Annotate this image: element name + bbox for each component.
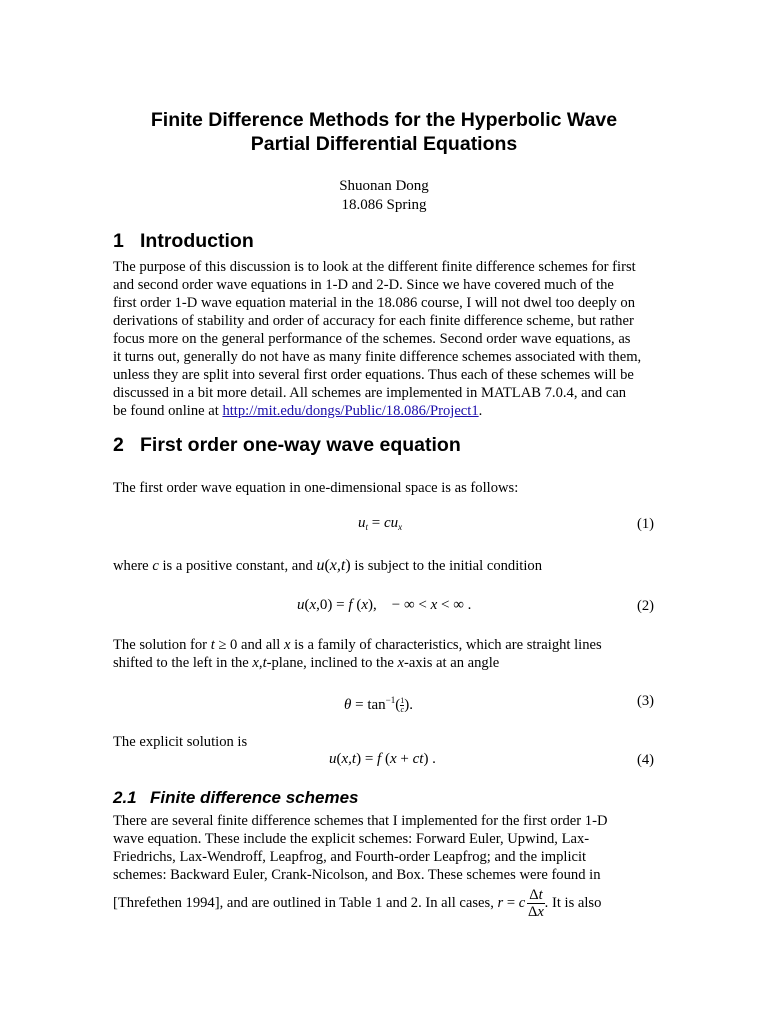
equation-1: $u_t = cu_x$ xyxy=(358,515,403,532)
solution-line2-t: t xyxy=(262,655,267,671)
solution-prefix: The solution for xyxy=(113,637,211,653)
section-2-heading xyxy=(113,433,461,457)
solution-line-2 xyxy=(113,654,499,672)
where-mid: is a positive constant, and xyxy=(158,558,317,574)
section-1-number: 1 xyxy=(113,230,124,252)
intro-line: The purpose of this discussion is to look at the different finite difference schemes for first xyxy=(113,259,636,275)
solution-line2-x: x xyxy=(252,655,259,671)
section-2-title: First order one-way wave equation xyxy=(140,434,461,456)
section-2-1-number: 2.1 xyxy=(113,788,137,807)
solution-line2-comma: , xyxy=(258,655,263,671)
equation-4-label: (4) xyxy=(637,752,655,768)
section-1-title: Introduction xyxy=(140,230,254,252)
equation-3: $\theta = \tan^{-1}$( $\frac{1}{c}$). xyxy=(344,695,413,715)
solution-line2-a: shifted to the left in the xyxy=(113,655,253,671)
courant-number-formula: r = c $\frac{\Delta t}{\Delta x}$ xyxy=(497,887,544,921)
equation-2: u(x,0) = f (x), − ∞ < x < ∞ . xyxy=(297,597,472,613)
intro-line: discussed in a bit more detail. All schemes are implemented in MATLAB 7.0.4, and can xyxy=(113,385,627,401)
solution-line-1 xyxy=(113,636,602,654)
schemes-line: wave equation. These include the explicit schemes: Forward Euler, Upwind, Lax- xyxy=(113,831,590,847)
schemes-line: There are several finite difference schemes that I implemented for the first order 1-D xyxy=(113,813,608,829)
solution-suffix: is a family of characteristics, which are straight lines xyxy=(290,637,602,653)
where-prefix: where xyxy=(113,558,153,574)
section-1-heading xyxy=(113,229,254,253)
schemes-line: schemes: Backward Euler, Crank-Nicolson, and Box. These schemes were found in xyxy=(113,867,601,883)
equation-1-label: (1) xyxy=(637,516,655,532)
where-line xyxy=(113,557,542,575)
t-geq-zero: t ≥ 0 xyxy=(210,637,238,653)
author-course: 18.086 Spring xyxy=(341,197,427,213)
section-2-1-title: Finite difference schemes xyxy=(150,788,359,807)
schemes-line: Friedrichs, Lax-Wendroff, Leapfrog, and Fourth-order Leapfrog; and the implicit xyxy=(113,849,587,865)
section-2-number: 2 xyxy=(113,434,124,456)
intro-last-period: . xyxy=(478,403,483,419)
solution-mid: and all xyxy=(237,637,284,653)
solution-line2-b: -plane, inclined to the xyxy=(266,655,398,671)
one-over-c-fraction: $\frac{1}{c}$ xyxy=(400,696,405,715)
wave-intro-text: The first order wave equation in one-dimensional space is as follows: xyxy=(113,480,519,496)
intro-line: focus more on the general performance of the schemes. Second order wave equations, as xyxy=(113,331,631,347)
explicit-solution-text: The explicit solution is xyxy=(113,734,248,750)
paper-title-line-2: Partial Differential Equations xyxy=(250,133,518,155)
schemes-last-prefix: [Threfethen 1994], and are outlined in Table 1 and 2. In all cases, xyxy=(113,895,498,911)
intro-line: it turns out, generally do not have as many finite difference schemes associated with them, xyxy=(113,349,642,365)
intro-line: first order 1-D wave equation material in the 18.086 course, I will not dwel too deeply on xyxy=(113,295,635,311)
project-link[interactable]: http://mit.edu/dongs/Public/18.086/Project1 xyxy=(222,403,479,419)
intro-line: unless they are split into several first order equations. Thus each of these schemes will be xyxy=(113,367,634,383)
equation-2-label: (2) xyxy=(637,598,655,614)
solution-x: x xyxy=(283,637,291,653)
intro-line: and second order wave equations in 1-D and 2-D. Since we have covered much of the xyxy=(113,277,614,293)
solution-line2-c: -axis at an angle xyxy=(404,655,500,671)
equation-3-label: (3) xyxy=(637,693,655,709)
where-suffix: is subject to the initial condition xyxy=(350,558,542,574)
u-x-t-inline: u(x,t) xyxy=(316,557,351,574)
intro-line: derivations of stability and order of accuracy for each finite difference scheme, but rather xyxy=(113,313,634,329)
solution-line2-x2: x xyxy=(397,655,405,671)
author-name: Shuonan Dong xyxy=(339,178,429,194)
intro-last-line xyxy=(113,402,482,420)
intro-last-text: be found online at xyxy=(113,403,223,419)
schemes-last-line xyxy=(113,886,601,920)
schemes-last-suffix: . It is also xyxy=(544,895,602,911)
paper-title-line-1: Finite Difference Methods for the Hyperbolic Wave xyxy=(150,109,618,131)
where-c: c xyxy=(152,558,159,574)
equation-4: u(x,t) = f (x + ct) . xyxy=(329,751,436,767)
section-2-1-heading xyxy=(113,788,359,808)
